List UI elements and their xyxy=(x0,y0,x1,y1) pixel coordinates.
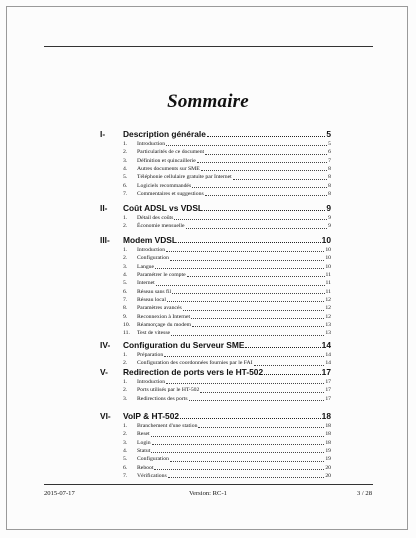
toc-item-page: 20 xyxy=(325,473,331,480)
toc-item-number: 1. xyxy=(123,247,128,253)
toc-item-title: Réseau local xyxy=(137,297,166,304)
toc-section-heading[interactable] xyxy=(0,204,416,213)
toc-item-title-row xyxy=(137,190,331,198)
toc-item[interactable] xyxy=(0,157,416,165)
dot-leader xyxy=(186,227,328,229)
toc-item[interactable] xyxy=(0,464,416,472)
toc-item-number: 6. xyxy=(123,182,128,189)
toc-item-page: 8 xyxy=(328,191,331,198)
toc-item-number: 1. xyxy=(123,352,128,358)
toc-item-title-row xyxy=(137,140,331,148)
toc-item-title-row xyxy=(137,182,331,190)
toc-item-title: Ports utilisés par le HT-502 xyxy=(137,387,200,394)
toc-item-page: 17 xyxy=(325,379,331,385)
toc-item-title: Branchement d'une station xyxy=(137,423,198,429)
toc-item[interactable] xyxy=(0,288,416,296)
toc-item-title: Autres documents sur SME xyxy=(137,166,200,173)
toc-item-number: 9. xyxy=(123,313,128,320)
toc-item-title-row xyxy=(137,455,331,463)
toc-item-title-row xyxy=(137,430,331,438)
toc-item-title-row xyxy=(137,321,331,329)
toc-item-number: 1. xyxy=(123,141,128,147)
toc-item-page: 9 xyxy=(328,215,331,221)
dot-leader xyxy=(156,284,325,286)
toc-item[interactable] xyxy=(0,148,416,156)
footer-rule xyxy=(44,484,373,485)
toc-item-title-row xyxy=(137,279,331,287)
toc-item-title: Introduction xyxy=(137,247,166,253)
toc-item-title: Configuration xyxy=(137,255,169,262)
dot-leader xyxy=(197,161,327,163)
toc-item-number: 5. xyxy=(123,456,128,463)
dot-leader xyxy=(204,209,325,211)
toc-section-number: V- xyxy=(100,367,108,377)
toc-item[interactable] xyxy=(0,395,416,403)
toc-item-title-row xyxy=(137,472,331,480)
toc-item-page: 9 xyxy=(328,223,331,230)
toc-item[interactable] xyxy=(0,279,416,287)
dot-leader xyxy=(164,355,324,357)
toc-item-page: 17 xyxy=(325,387,331,394)
dot-leader xyxy=(166,382,324,384)
toc-item-page: 8 xyxy=(328,166,331,173)
toc-item-number: 3. xyxy=(123,263,128,270)
toc-item-title: Détail des coûts xyxy=(137,215,174,221)
dot-leader xyxy=(166,250,324,252)
footer-page-number: 3 / 28 xyxy=(356,490,372,497)
dot-leader xyxy=(155,267,324,269)
toc-item[interactable] xyxy=(0,271,416,279)
toc-section-title: Redirection de ports vers le HT-502 xyxy=(123,367,264,377)
toc-section-title-row xyxy=(123,236,331,245)
toc-item-title: Test de vitesse xyxy=(137,330,171,337)
dot-leader xyxy=(168,476,325,478)
dot-leader xyxy=(192,186,327,188)
toc-item-title-row xyxy=(137,439,331,447)
dot-leader xyxy=(172,292,324,294)
toc-section-title-row xyxy=(123,204,331,213)
toc-item-title-row xyxy=(137,214,331,222)
toc-item-title: Langue xyxy=(137,263,155,270)
toc-item-number: 6. xyxy=(123,288,128,295)
toc-section-page: 14 xyxy=(321,340,331,350)
toc-item-page: 6 xyxy=(328,149,331,156)
toc-section-title-row xyxy=(123,130,331,139)
toc-item-title-row xyxy=(137,395,331,403)
toc-item-page: 20 xyxy=(325,464,331,471)
dot-leader xyxy=(152,443,325,445)
toc-item-title-row xyxy=(137,157,331,165)
toc-item[interactable] xyxy=(0,246,416,254)
toc-item-title-row xyxy=(137,329,331,337)
toc-item[interactable] xyxy=(0,173,416,181)
toc-item[interactable] xyxy=(0,165,416,173)
toc-item-page: 11 xyxy=(325,280,331,287)
toc-item-page: 13 xyxy=(325,330,331,337)
toc-item-title-row xyxy=(137,263,331,271)
toc-item-page: 18 xyxy=(325,439,331,446)
toc-section-heading[interactable] xyxy=(0,236,416,245)
dot-leader xyxy=(174,218,327,220)
toc-item-title: Login xyxy=(137,439,151,446)
toc-item-title: Internet xyxy=(137,280,155,287)
toc-item-title-row xyxy=(137,173,331,181)
toc-item-title-row xyxy=(137,378,331,386)
toc-item-number: 2. xyxy=(123,255,128,262)
toc-item-title: Introduction xyxy=(137,379,166,385)
dot-leader xyxy=(154,468,324,470)
toc-item-title: Commentaires et suggestions xyxy=(137,191,204,198)
toc-item-title: Paramétrer le compte xyxy=(137,272,186,279)
toc-item-page: 17 xyxy=(325,395,331,402)
toc-item-title: Configuration xyxy=(137,456,169,463)
toc-section-page: 5 xyxy=(326,129,331,139)
toc-section-heading[interactable] xyxy=(0,368,416,377)
dot-leader xyxy=(264,373,321,375)
toc-item[interactable] xyxy=(0,455,416,463)
toc-item-title: Économie mensuelle xyxy=(137,223,185,230)
toc-item[interactable] xyxy=(0,386,416,394)
toc-item-title-row xyxy=(137,304,331,312)
dot-leader xyxy=(245,346,320,348)
toc-item[interactable] xyxy=(0,422,416,430)
toc-item-title: Préparation xyxy=(137,352,164,358)
toc-section-number: III- xyxy=(100,235,110,245)
dot-leader xyxy=(151,435,325,437)
toc-item-number: 2. xyxy=(123,431,128,438)
dot-leader xyxy=(200,391,324,393)
dot-leader xyxy=(207,135,325,137)
toc-item-page: 7 xyxy=(328,157,331,164)
toc-item[interactable] xyxy=(0,304,416,312)
toc-section-page: 17 xyxy=(321,367,331,377)
toc-item-page: 18 xyxy=(325,423,331,429)
toc-section-number: VI- xyxy=(100,411,111,421)
toc-item-page: 8 xyxy=(328,182,331,189)
toc-item-number: 10. xyxy=(123,322,131,329)
toc-item-number: 7. xyxy=(123,473,128,480)
toc-item-title-row xyxy=(137,464,331,472)
toc-section xyxy=(0,130,416,198)
toc-item-page: 12 xyxy=(325,305,331,312)
toc-item-number: 2. xyxy=(123,149,128,156)
toc-item-title-row xyxy=(137,254,331,262)
toc-item-title: Reboot xyxy=(137,464,154,471)
toc-item-number: 5. xyxy=(123,174,128,181)
toc-section-title: Coût ADSL vs VDSL xyxy=(123,203,204,213)
toc-section xyxy=(0,412,416,480)
toc-section-page: 10 xyxy=(321,235,331,245)
toc-item-title-row xyxy=(137,271,331,279)
toc-item[interactable] xyxy=(0,313,416,321)
dot-leader xyxy=(151,451,324,453)
toc-item-number: 7. xyxy=(123,297,128,304)
toc-item-title: Reset xyxy=(137,431,150,438)
toc-item-title-row xyxy=(137,447,331,455)
dot-leader xyxy=(178,241,321,243)
toc-item-number: 1. xyxy=(123,379,128,385)
toc-item-page: 11 xyxy=(325,272,331,279)
toc-item-title-row xyxy=(137,148,331,156)
toc-section-title-row xyxy=(123,341,331,350)
toc-item-title-row xyxy=(137,351,331,359)
dot-leader xyxy=(171,334,324,336)
toc-item-number: 5. xyxy=(123,280,128,287)
toc-item-title-row xyxy=(137,222,331,230)
toc-section-title: Description générale xyxy=(123,129,206,139)
header-rule xyxy=(44,46,373,47)
toc-section-number: II- xyxy=(100,203,108,213)
dot-leader xyxy=(189,399,325,401)
toc-item[interactable] xyxy=(0,329,416,337)
toc-item-page: 10 xyxy=(325,255,331,262)
toc-item-page: 14 xyxy=(325,360,331,367)
toc-item[interactable] xyxy=(0,222,416,230)
toc-item-title-row xyxy=(137,165,331,173)
toc-item-title: Reconnexion à Internet xyxy=(137,313,191,320)
toc-item[interactable] xyxy=(0,430,416,438)
toc-section-title: VoIP & HT-502 xyxy=(123,411,180,421)
toc-item-number: 6. xyxy=(123,464,128,471)
toc-item[interactable] xyxy=(0,378,416,386)
toc-item-page: 10 xyxy=(325,263,331,270)
toc-item[interactable] xyxy=(0,140,416,148)
toc-section-title: Configuration du Serveur SME xyxy=(123,340,245,350)
toc-section-heading[interactable] xyxy=(0,412,416,421)
toc-item-page: 5 xyxy=(328,141,331,147)
toc-section-page: 9 xyxy=(326,203,331,213)
toc-item[interactable] xyxy=(0,214,416,222)
toc-item-number: 2. xyxy=(123,387,128,394)
toc-item-number: 3. xyxy=(123,395,128,402)
toc-item-page: 8 xyxy=(328,174,331,181)
toc-item[interactable] xyxy=(0,351,416,359)
toc-section xyxy=(0,204,416,231)
dot-leader xyxy=(233,178,327,180)
toc-item-title-row xyxy=(137,386,331,394)
footer-version: Version: RC-1 xyxy=(189,490,227,497)
dot-leader xyxy=(180,417,321,419)
toc-item-page: 12 xyxy=(325,297,331,304)
toc-item-title: Réamorçage du modem xyxy=(137,322,192,329)
dot-leader xyxy=(170,460,324,462)
dot-leader xyxy=(191,317,324,319)
toc-item-number: 7. xyxy=(123,191,128,198)
toc-item-page: 13 xyxy=(325,322,331,329)
toc-item-title: Paramètres avancés xyxy=(137,305,182,312)
toc-section-title-row xyxy=(123,412,331,421)
toc-item-number: 2. xyxy=(123,223,128,230)
toc-section-heading[interactable] xyxy=(0,130,416,139)
toc-item-title-row xyxy=(137,422,331,430)
dot-leader xyxy=(254,364,325,366)
toc-section-title: Modem VDSL xyxy=(123,235,177,245)
toc-item-page: 19 xyxy=(325,448,331,455)
dot-leader xyxy=(183,309,325,311)
toc-item-number: 4. xyxy=(123,448,128,455)
toc-section-heading[interactable] xyxy=(0,341,416,350)
toc-item-page: 14 xyxy=(325,352,331,358)
toc-item-title: Téléphonie cellulaire gratuite par Internet xyxy=(137,174,232,181)
dot-leader xyxy=(198,426,324,428)
toc-item-number: 11. xyxy=(123,330,130,337)
dot-leader xyxy=(205,194,327,196)
toc-item[interactable] xyxy=(0,182,416,190)
toc-item[interactable] xyxy=(0,472,416,480)
toc-item-title-row xyxy=(137,246,331,254)
toc-item-title: Redirections des ports xyxy=(137,395,188,402)
toc-item-page: 11 xyxy=(325,288,331,295)
toc-section-title-row xyxy=(123,368,331,377)
page-title: Sommaire xyxy=(167,91,249,112)
toc-item-number: 3. xyxy=(123,157,128,164)
toc-item[interactable] xyxy=(0,254,416,262)
toc-item[interactable] xyxy=(0,263,416,271)
toc-item-title: Particularités de ce document xyxy=(137,149,205,156)
toc-item-title: Réseau sans fil xyxy=(137,288,172,295)
toc-item-page: 12 xyxy=(325,313,331,320)
dot-leader xyxy=(170,259,324,261)
dot-leader xyxy=(167,300,324,302)
toc-item-page: 18 xyxy=(325,431,331,438)
toc-item[interactable] xyxy=(0,190,416,198)
toc-item-number: 1. xyxy=(123,423,128,429)
toc-item-number: 2. xyxy=(123,360,128,367)
toc-item[interactable] xyxy=(0,321,416,329)
toc-item-number: 4. xyxy=(123,166,128,173)
toc-item[interactable] xyxy=(0,447,416,455)
toc-item-title: Logiciels recommandés xyxy=(137,182,192,189)
toc-section-number: IV- xyxy=(100,340,111,350)
toc-section-number: I- xyxy=(100,129,106,139)
dot-leader xyxy=(187,275,325,277)
dot-leader xyxy=(166,144,327,146)
toc-item-title-row xyxy=(137,296,331,304)
toc-item-page: 10 xyxy=(325,247,331,253)
toc-item-number: 8. xyxy=(123,305,128,312)
toc-item-title: Configuration des coordonnées fournies par le FAI xyxy=(137,360,253,367)
toc-item-title: Vérifications xyxy=(137,473,167,480)
toc-section xyxy=(0,368,416,403)
toc-item-number: 4. xyxy=(123,272,128,279)
toc-section-page: 18 xyxy=(321,411,331,421)
toc-item-title-row xyxy=(137,288,331,296)
dot-leader xyxy=(205,153,327,155)
toc-item-title-row xyxy=(137,313,331,321)
toc-item[interactable] xyxy=(0,439,416,447)
toc-item-title: Définition et quincaillerie xyxy=(137,157,196,164)
toc-item-title: Statut xyxy=(137,448,151,455)
toc-item[interactable] xyxy=(0,296,416,304)
toc-section xyxy=(0,236,416,338)
dot-leader xyxy=(201,169,327,171)
toc-item-page: 19 xyxy=(325,456,331,463)
toc-item-number: 3. xyxy=(123,439,128,446)
footer-date: 2015-07-17 xyxy=(44,490,75,497)
toc-item-number: 1. xyxy=(123,215,128,221)
toc-section xyxy=(0,341,416,368)
toc-item-title: Introduction xyxy=(137,141,166,147)
dot-leader xyxy=(192,325,324,327)
